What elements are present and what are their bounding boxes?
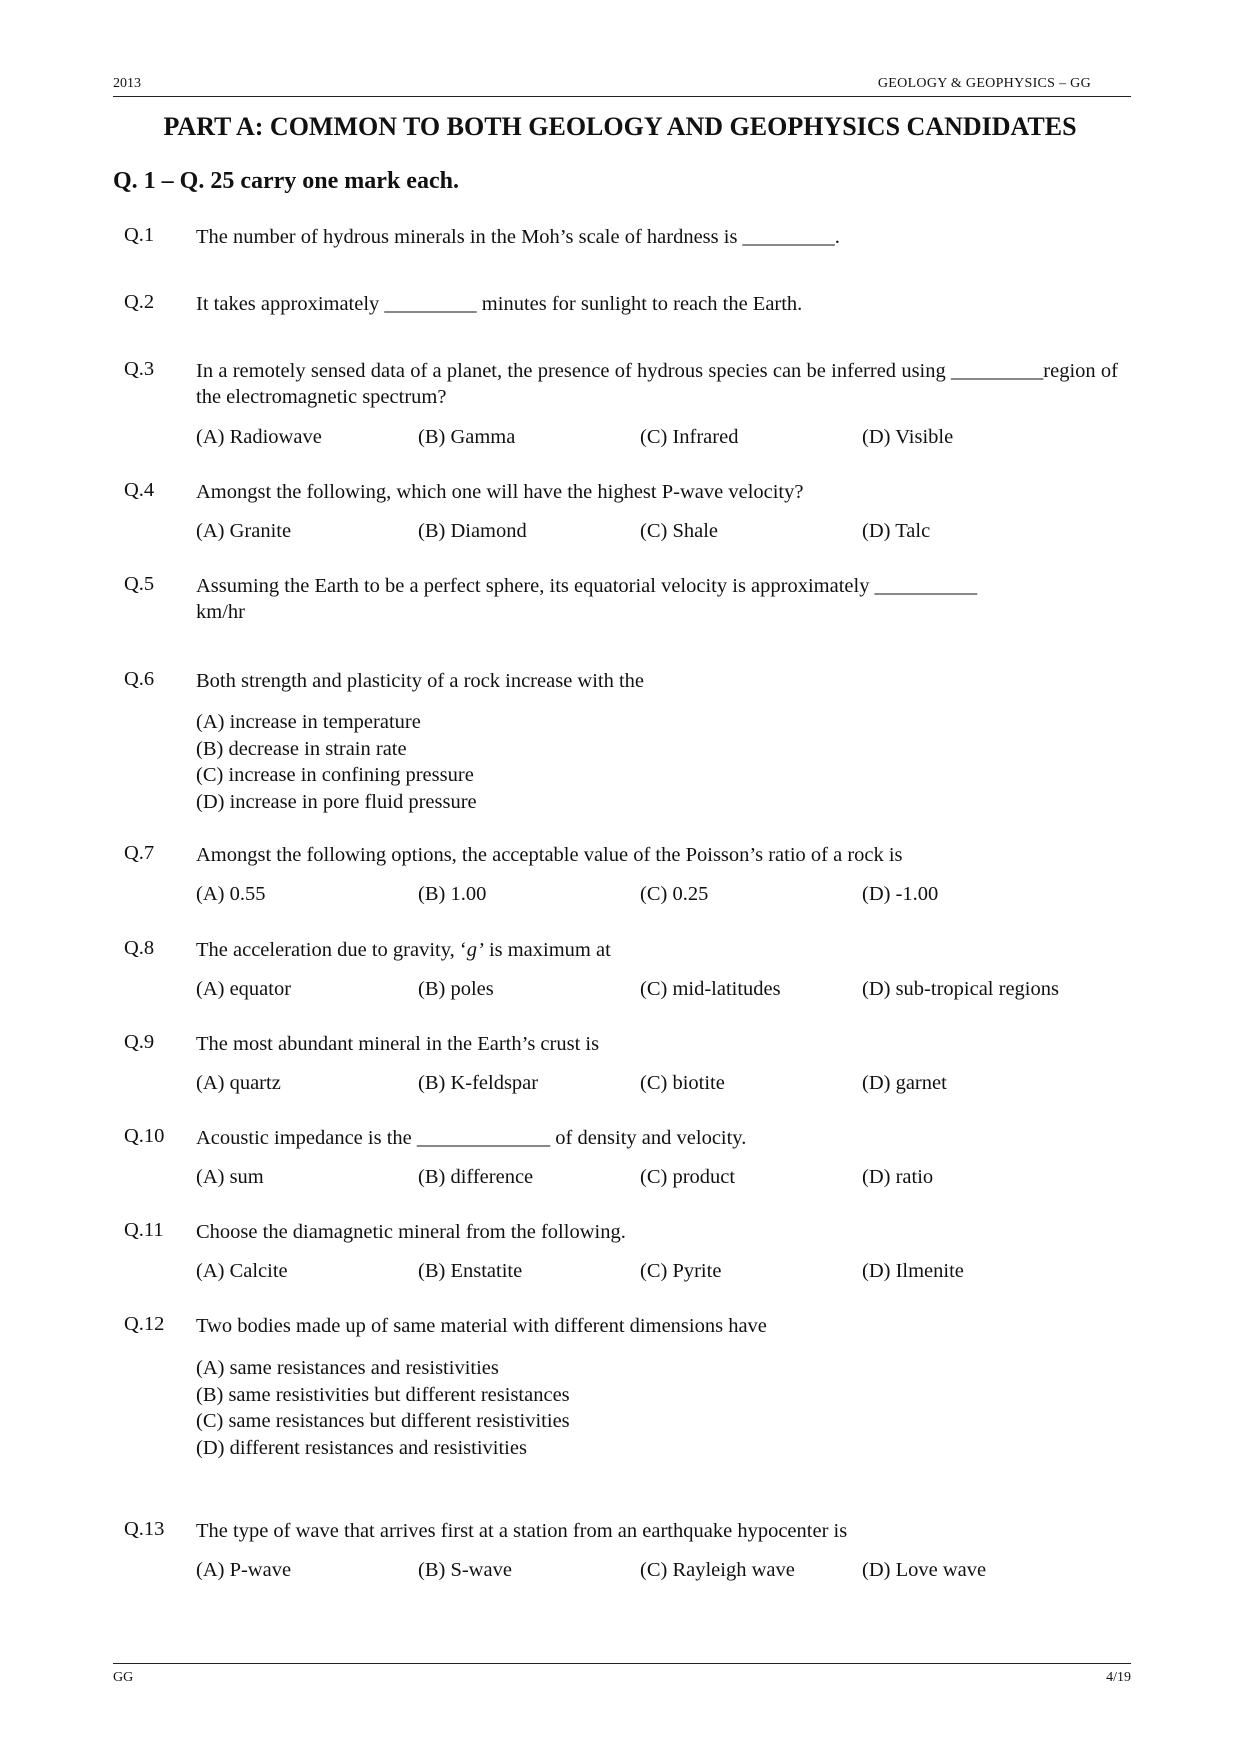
option-list: [196, 709, 477, 815]
option-d: (D) Ilmenite: [862, 1260, 964, 1282]
option-d: (D) ratio: [862, 1166, 934, 1188]
question-number: Q.11: [124, 1219, 164, 1241]
question-number: Q.7: [124, 842, 155, 864]
option-row: [196, 1166, 1118, 1192]
question-text: Choose the diamagnetic mineral from the following.: [196, 1221, 626, 1243]
option-row: [196, 1072, 1118, 1098]
option-c: (C) Pyrite: [640, 1260, 722, 1282]
option-c: (C) increase in confining pressure: [196, 764, 474, 786]
footer-paper-code: GG: [113, 1670, 134, 1685]
question-number: Q.10: [124, 1125, 165, 1147]
question-text: Amongst the following, which one will have the highest P-wave velocity?: [196, 481, 804, 503]
option-d: (D) garnet: [862, 1072, 947, 1094]
option-a: (A) P-wave: [196, 1559, 292, 1581]
option-row: [196, 1260, 1118, 1286]
option-d: (D) different resistances and resistivities: [196, 1436, 527, 1459]
question-text-start: The acceleration due to gravity, ‘: [196, 939, 467, 961]
option-a: (A) Calcite: [196, 1260, 288, 1282]
option-d: (D) Visible: [862, 426, 954, 448]
option-b: (B) Diamond: [418, 520, 527, 542]
option-c: (C) Rayleigh wave: [640, 1559, 795, 1581]
page-header: [113, 72, 1131, 97]
header-year: 2013: [113, 76, 141, 91]
question-text: [196, 937, 1118, 963]
option-a: (A) quartz: [196, 1072, 281, 1094]
option-c: (C) Shale: [640, 520, 718, 542]
section-subtitle: Q. 1 – Q. 25 carry one mark each.: [113, 168, 459, 194]
option-b: (B) poles: [418, 978, 494, 1000]
option-b: (B) same resistivities but different resistances: [196, 1383, 570, 1406]
option-b: (B) decrease in strain rate: [196, 737, 407, 760]
page-footer: [113, 1663, 1131, 1685]
option-d: (D) sub-tropical regions: [862, 978, 1059, 1000]
option-b: (B) Enstatite: [418, 1260, 523, 1282]
option-b: (B) difference: [418, 1166, 534, 1188]
question-text: [196, 573, 1118, 625]
section-title: PART A: COMMON TO BOTH GEOLOGY AND GEOPHYSICS CANDIDATES: [163, 112, 1077, 141]
question-number: Q.2: [124, 291, 155, 313]
option-row: [196, 426, 1118, 452]
option-d: (D) increase in pore fluid pressure: [196, 790, 477, 813]
question-number: Q.5: [124, 573, 155, 595]
option-list: [196, 1355, 570, 1461]
question-text: Acoustic impedance is the _____________ of density and velocity.: [196, 1127, 747, 1149]
option-a: (A) sum: [196, 1166, 264, 1188]
question-number: Q.12: [124, 1313, 165, 1335]
option-row: [196, 1559, 1118, 1585]
question-text: Both strength and plasticity of a rock increase with the: [196, 670, 645, 692]
question-number: Q.3: [124, 358, 155, 380]
option-c: (C) 0.25: [640, 883, 709, 905]
option-row: [196, 520, 1118, 546]
option-row: [196, 883, 1118, 909]
question-number: Q.1: [124, 224, 155, 246]
option-a: (A) same resistances and resistivities: [196, 1357, 499, 1379]
question-text: Two bodies made up of same material with different dimensions have: [196, 1315, 767, 1337]
option-a: (A) equator: [196, 978, 292, 1000]
option-row: [196, 978, 1118, 1004]
option-b: (B) Gamma: [418, 426, 516, 448]
question-number: Q.13: [124, 1518, 165, 1540]
option-a: (A) Radiowave: [196, 426, 322, 448]
question-text-line-1: Assuming the Earth to be a perfect sphere, its equatorial velocity is approximately __________: [196, 575, 978, 597]
option-b: (B) 1.00: [418, 883, 487, 905]
option-c: (C) mid-latitudes: [640, 978, 781, 1000]
option-c: (C) biotite: [640, 1072, 725, 1094]
question-text: It takes approximately _________ minutes for sunlight to reach the Earth.: [196, 293, 803, 315]
header-paper-name: GEOLOGY & GEOPHYSICS – GG: [877, 76, 1091, 91]
option-b: (B) S-wave: [418, 1559, 512, 1581]
option-a: (A) 0.55: [196, 883, 266, 905]
option-d: (D) Love wave: [862, 1559, 987, 1581]
option-d: (D) -1.00: [862, 883, 939, 905]
question-number: Q.8: [124, 937, 155, 959]
question-text: Amongst the following options, the acceptable value of the Poisson’s ratio of a rock is: [196, 844, 903, 866]
option-c: (C) same resistances but different resistivities: [196, 1410, 570, 1432]
question-text: In a remotely sensed data of a planet, the presence of hydrous species can be inferred using _________region of the electromagnetic spectrum?: [196, 360, 1118, 408]
option-b: (B) K-feldspar: [418, 1072, 539, 1094]
option-a: (A) increase in temperature: [196, 711, 421, 733]
gravity-symbol: g’: [466, 939, 484, 961]
question-number: Q.9: [124, 1031, 155, 1053]
question-text: The type of wave that arrives first at a station from an earthquake hypocenter is: [196, 1520, 848, 1542]
option-c: (C) product: [640, 1166, 736, 1188]
question-number: Q.6: [124, 668, 155, 690]
option-a: (A) Granite: [196, 520, 292, 542]
footer-page-number: 4/19: [1106, 1670, 1131, 1685]
question-text: The most abundant mineral in the Earth’s crust is: [196, 1033, 600, 1055]
question-text-line-2: km/hr: [196, 601, 245, 623]
question-text-end: is maximum at: [483, 939, 611, 961]
option-c: (C) Infrared: [640, 426, 739, 448]
question-text: The number of hydrous minerals in the Moh’s scale of hardness is _________.: [196, 226, 840, 248]
question-number: Q.4: [124, 479, 155, 501]
option-d: (D) Talc: [862, 520, 931, 542]
